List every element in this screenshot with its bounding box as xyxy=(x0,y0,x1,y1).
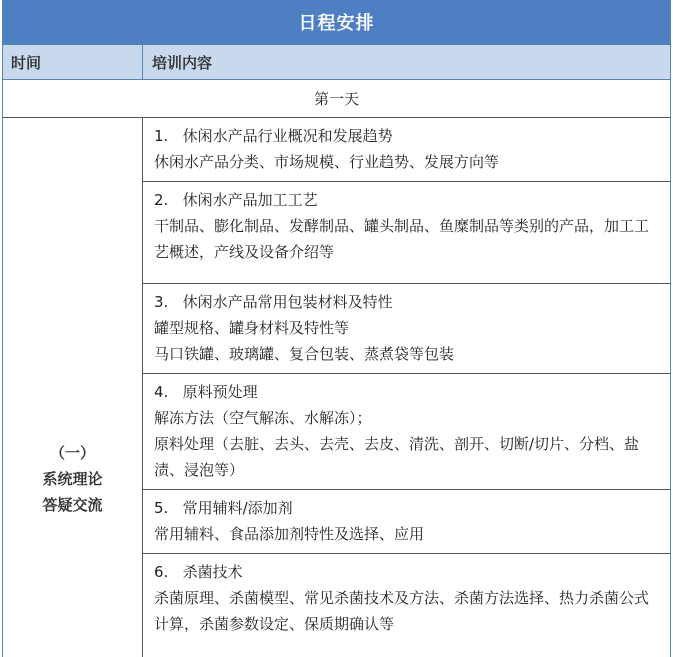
list-item xyxy=(143,182,670,284)
item-line: 马口铁罐、玻璃罐、复合包装、蒸煮袋等包装 xyxy=(154,345,455,363)
item-heading: 4. 原料预处理 xyxy=(154,383,258,401)
schedule-table xyxy=(2,0,671,657)
item-heading: 3. 休闲水产品常用包装材料及特性 xyxy=(154,293,393,311)
item-heading: 5. 常用辅料/添加剂 xyxy=(154,499,293,517)
list-item xyxy=(143,118,670,182)
item-heading: 6. 杀菌技术 xyxy=(154,563,243,581)
item-heading: 1. 休闲水产品行业概况和发展趋势 xyxy=(154,127,393,145)
header-content: 培训内容 xyxy=(152,53,213,72)
list-item xyxy=(143,490,670,554)
item-line: 干制品、膨化制品、发酵制品、罐头制品、鱼糜制品等类别的产品，加工工艺概述，产线及设备介绍等 xyxy=(154,217,650,261)
item-line: 解冻方法（空气解冻、水解冻）； xyxy=(154,409,372,427)
item-line: 杀菌原理、杀菌模型、常见杀菌技术及方法、杀菌方法选择、热力杀菌公式计算，杀菌参数设定、保质期确认等 xyxy=(154,589,650,633)
table-header xyxy=(3,44,670,80)
item-line: 罐型规格、罐身材料及特性等 xyxy=(154,319,350,337)
table-title: 日程安排 xyxy=(3,0,670,44)
list-item xyxy=(143,374,670,490)
item-line: 原料处理（去脏、去头、去壳、去皮、清洗、剖开、切断/切片、分档、盐渍、浸泡等） xyxy=(154,435,640,479)
session-cell xyxy=(3,118,143,657)
item-line: 常用辅料、食品添加剂特性及选择、应用 xyxy=(154,525,425,543)
session-number: （一） xyxy=(49,444,95,462)
header-time: 时间 xyxy=(3,45,143,79)
day-label: 第一天 xyxy=(3,80,670,118)
list-item xyxy=(143,554,670,657)
list-item xyxy=(143,284,670,374)
session-title-line1: 系统理论 xyxy=(42,470,103,488)
item-heading: 2. 休闲水产品加工工艺 xyxy=(154,191,318,209)
session-title-line2: 答疑交流 xyxy=(42,496,103,514)
item-line: 休闲水产品分类、市场规模、行业趋势、发展方向等 xyxy=(154,153,500,171)
